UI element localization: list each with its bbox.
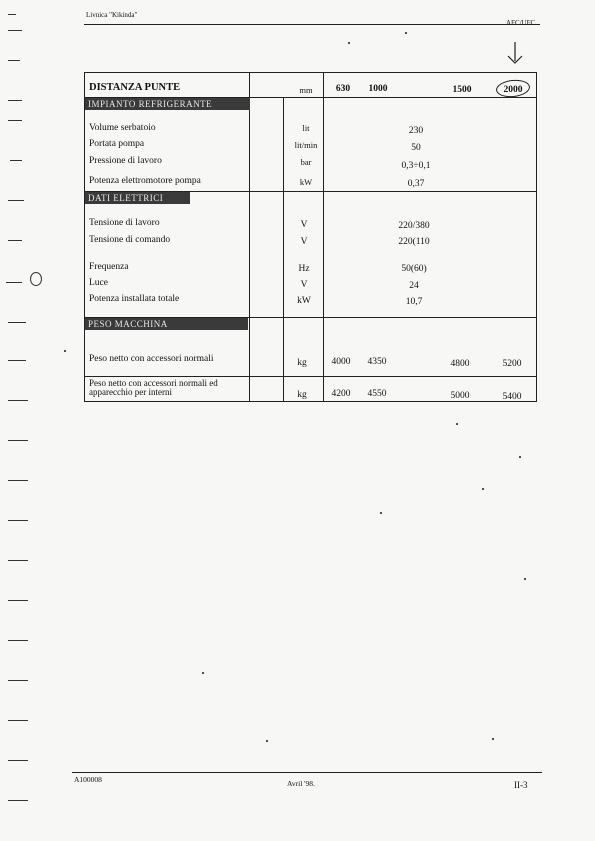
row-value: 220(110	[398, 237, 430, 247]
row-value: 4800	[450, 359, 470, 369]
scan-artifact	[8, 14, 16, 15]
footer-rule	[72, 772, 542, 773]
row-value: 5200	[502, 359, 522, 369]
column-630: 630	[335, 84, 351, 94]
row-value: 50(60)	[401, 264, 427, 274]
scan-artifact	[8, 360, 26, 361]
row-label: apparecchio per interni	[89, 387, 172, 397]
column-1500: 1500	[452, 85, 472, 95]
row-value: 220/380	[398, 221, 430, 231]
scan-speck	[492, 738, 494, 740]
row-label: Peso netto con accessori normali	[89, 354, 214, 364]
row-label: Potenza elettromotore pompa	[89, 176, 201, 186]
row-unit: V	[300, 280, 308, 290]
page-number: II-3	[514, 780, 528, 790]
row-label: Volume serbatoio	[89, 123, 156, 133]
scan-speck	[380, 512, 382, 514]
row-value: 50	[411, 143, 421, 153]
row-label: Tensione di comando	[89, 235, 171, 245]
col-divider	[249, 73, 250, 401]
row-label: Pressione di lavoro	[89, 156, 162, 166]
row-value: 24	[409, 281, 419, 291]
scan-artifact	[8, 200, 24, 201]
row-value: 4000	[331, 357, 351, 367]
col-divider	[323, 73, 324, 401]
column-1000: 1000	[368, 84, 388, 94]
column-2000: 2000	[503, 85, 523, 95]
scan-artifact	[8, 680, 28, 681]
row-value: 230	[408, 126, 424, 136]
row-value: 5000	[450, 391, 470, 401]
scan-artifact	[8, 120, 22, 121]
row-value: 0,37	[407, 179, 425, 189]
company-name: Livnica "Kikinda"	[86, 11, 138, 19]
row-unit: lit	[302, 123, 310, 133]
scan-artifact	[8, 322, 26, 323]
scan-artifact	[8, 240, 22, 241]
scan-artifact	[8, 30, 22, 31]
scan-artifact	[8, 760, 28, 761]
scan-artifact	[8, 800, 28, 801]
scan-speck	[348, 42, 350, 44]
row-label: Peso netto con accessori normali ed	[89, 378, 218, 388]
row-label: Portata pompa	[89, 139, 145, 149]
document-code: AFC/UFC	[506, 19, 536, 27]
scan-artifact	[8, 640, 28, 641]
row-unit: bar	[300, 157, 312, 167]
row-unit: kW	[297, 296, 311, 306]
scan-artifact	[8, 600, 28, 601]
scan-artifact	[30, 272, 42, 286]
scan-artifact	[8, 720, 28, 721]
row-label: Tensione di lavoro	[89, 218, 160, 228]
section-banner-weight: PESO MACCHINA	[85, 318, 248, 330]
table-title: DISTANZA PUNTE	[89, 82, 181, 93]
row-unit: Hz	[298, 264, 310, 274]
scan-speck	[524, 578, 526, 580]
section-banner-electrical: DATI ELETTRICI	[85, 192, 190, 204]
scan-artifact	[8, 520, 28, 521]
scan-speck	[405, 32, 407, 34]
row-label: Potenza installata totale	[89, 294, 180, 304]
row-label: Luce	[89, 278, 108, 288]
row-value: 5400	[502, 392, 522, 402]
section-banner-coolant: IMPIANTO REFRIGERANTE	[85, 98, 250, 110]
row-unit: V	[300, 237, 308, 247]
handwritten-arrow-icon	[505, 41, 525, 67]
scan-speck	[482, 488, 484, 490]
row-unit: V	[300, 220, 308, 230]
scan-speck	[456, 423, 458, 425]
scan-artifact	[6, 282, 22, 283]
row-unit: lit/min	[294, 140, 318, 150]
scan-artifact	[8, 440, 28, 441]
scan-speck	[64, 350, 66, 352]
row-unit: kg	[297, 390, 307, 400]
scan-artifact	[8, 400, 28, 401]
row-value: 4550	[367, 389, 387, 399]
scan-speck	[519, 456, 521, 458]
row-value: 10,7	[405, 297, 423, 307]
row-unit: kg	[297, 358, 307, 368]
scan-artifact	[8, 60, 20, 61]
col-divider	[283, 97, 284, 401]
row-divider	[85, 376, 536, 377]
row-value: 4200	[331, 389, 351, 399]
row-value: 0,3÷0,1	[401, 161, 431, 171]
footer-code: A100008	[74, 775, 102, 784]
scan-artifact	[8, 480, 28, 481]
row-label: Frequenza	[89, 262, 129, 272]
scan-speck	[202, 672, 204, 674]
scan-artifact	[10, 160, 22, 161]
row-unit: kW	[299, 177, 313, 187]
footer-date: Avril '98.	[287, 779, 315, 788]
scan-artifact	[8, 100, 22, 101]
header-rule	[84, 24, 540, 25]
scan-speck	[266, 740, 268, 742]
title-unit: mm	[299, 85, 313, 95]
row-value: 4350	[367, 357, 387, 367]
scan-artifact	[8, 560, 28, 561]
